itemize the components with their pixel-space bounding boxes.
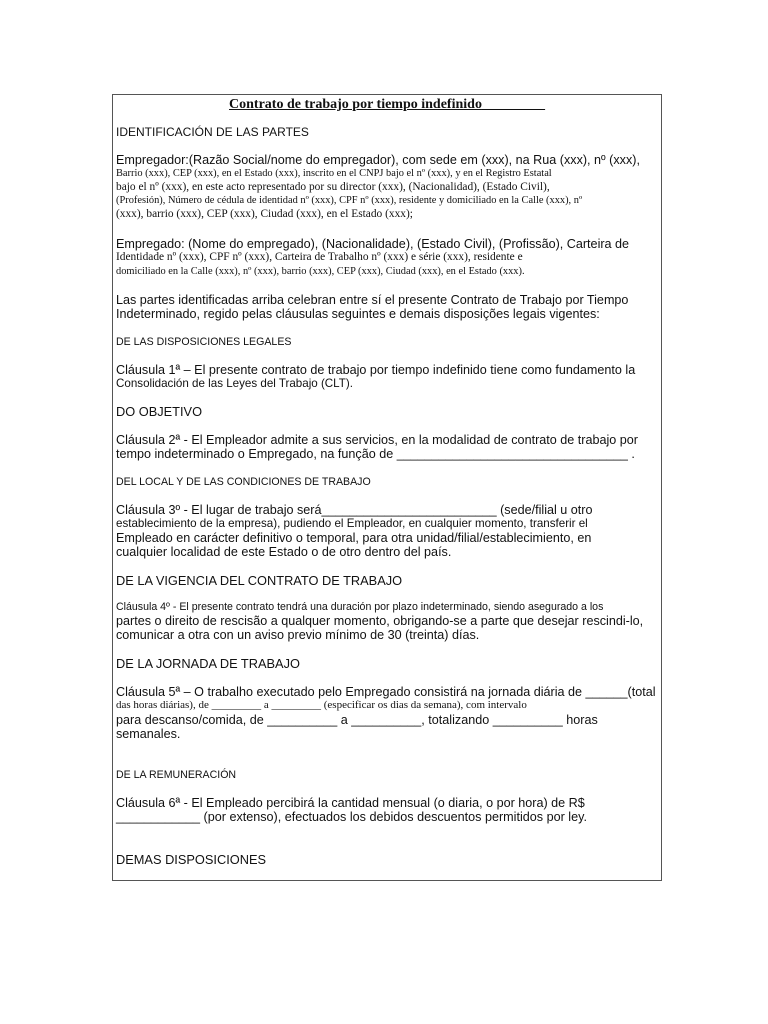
clause-5-line: das horas diárias), de _________ a _________ (especificar os dias da semana), com intervalo <box>116 699 527 711</box>
clause-6-line: Cláusula 6ª - El Empleado percibirá la cantidad mensual (o diaria, o por hora) de R$ <box>116 796 585 810</box>
parties-line: Las partes identificadas arriba celebran entre sí el presente Contrato de Trabajo por Tiempo <box>116 293 629 307</box>
clause-3-line: establecimiento de la empresa), pudiendo el Empleador, en cualquier momento, transferir el <box>116 517 588 530</box>
document-page <box>112 94 662 881</box>
other-provisions-heading: DEMAS DISPOSICIONES <box>116 852 267 867</box>
employer-line: bajo el nº (xxx), en este acto representado por su director (xxx), (Nacionalidad), (Estado Civil), <box>116 180 550 193</box>
validity-heading: DE LA VIGENCIA DEL CONTRATO DE TRABAJO <box>116 573 403 588</box>
document-title <box>116 96 658 114</box>
clause-5-line: para descanso/comida, de __________ a __________, totalizando __________ horas <box>116 712 598 727</box>
clause-6-line: ____________ (por extenso), efectuados los debidos descuentos permitidos por ley. <box>116 810 587 824</box>
parties-paragraph <box>116 293 658 321</box>
clause-5 <box>116 685 658 741</box>
clause-2-line: tempo indeterminado o Empregado, na função de _________________________________ . <box>116 447 635 461</box>
clause-5-line: semanales. <box>116 726 181 741</box>
clause-2 <box>116 433 658 461</box>
clause-4 <box>116 600 658 642</box>
clause-5-line: Cláusula 5ª – O trabalho executado pelo Empregado consistirá na jornada diária de ______(total <box>116 685 656 699</box>
clause-6 <box>116 796 658 824</box>
legal-provisions-heading: DE LAS DISPOSICIONES LEGALES <box>116 336 292 348</box>
employer-line: (Profesión), Número de cédula de identidad nº (xxx), CPF nº (xxx), residente y domiciliado en la Calle (xxx), nº <box>116 195 583 206</box>
title-text: Contrato de trabajo por tiempo indefinido <box>229 97 482 112</box>
objective-heading: DO OBJETIVO <box>116 404 203 419</box>
employer-line: (xxx), barrio (xxx), CEP (xxx), Ciudad (xxx), en el Estado (xxx); <box>116 207 413 220</box>
remuneration-heading: DE LA REMUNERACIÓN <box>116 769 237 781</box>
clause-2-line: Cláusula 2ª - El Empleador admite a sus servicios, en la modalidad de contrato de trabajo por <box>116 433 638 447</box>
clause-3 <box>116 503 658 559</box>
place-conditions-heading: DEL LOCAL Y DE LAS CONDICIONES DE TRABAJO <box>116 476 371 488</box>
clause-1 <box>116 363 658 391</box>
clause-1-line: Cláusula 1ª – El presente contrato de trabajo por tiempo indefinido tiene como fundamento la <box>116 363 636 377</box>
title-blank: _________ <box>481 97 545 112</box>
identification-heading: IDENTIFICACIÓN DE LAS PARTES <box>116 125 309 139</box>
employer-paragraph <box>116 153 658 221</box>
parties-line: Indeterminado, regido pelas cláusulas seguintes e demais disposições legais vigentes: <box>116 307 600 321</box>
clause-4-line: partes o direito de rescisão a qualquer momento, obrigando-se a parte que desejar rescindi-lo, <box>116 614 644 628</box>
employee-line: Empregado: (Nome do empregado), (Nacionalidade), (Estado Civil), (Profissão), Carteira de <box>116 237 630 251</box>
clause-3-line: cualquier localidad de este Estado o de otro dentro del país. <box>116 545 452 559</box>
employer-line: Empregador:(Razão Social/nome do empregador), com sede em (xxx), na Rua (xxx), nº (xxx), <box>116 153 640 167</box>
employee-paragraph <box>116 237 658 278</box>
employee-line: Identidade nº (xxx), CPF nº (xxx), Carteira de Trabalho nº (xxx) e série (xxx), residente e <box>116 251 523 263</box>
employee-line: domiciliado en la Calle (xxx), nº (xxx), barrio (xxx), CEP (xxx), Ciudad (xxx), en el Estado (xxx). <box>116 265 525 277</box>
clause-1-line: Consolidación de las Leyes del Trabajo (CLT). <box>116 377 353 390</box>
working-hours-heading: DE LA JORNADA DE TRABAJO <box>116 656 300 671</box>
clause-3-line: Cláusula 3º - El lugar de trabajo será_________________________ (sede/filial u otro <box>116 503 593 517</box>
clause-3-line: Empleado en carácter definitivo o temporal, para otra unidad/filial/establecimiento, en <box>116 531 592 545</box>
employer-line: Barrio (xxx), CEP (xxx), en el Estado (xxx), inscrito en el CNPJ bajo el nº (xxx), y en el Registro Estatal <box>116 168 552 179</box>
clause-4-line: Cláusula 4º - El presente contrato tendrá una duración por plazo indeterminado, siendo asegurado a los <box>116 601 604 613</box>
clause-4-line: comunicar a otra con un aviso previo mínimo de 30 (treinta) días. <box>116 628 480 642</box>
